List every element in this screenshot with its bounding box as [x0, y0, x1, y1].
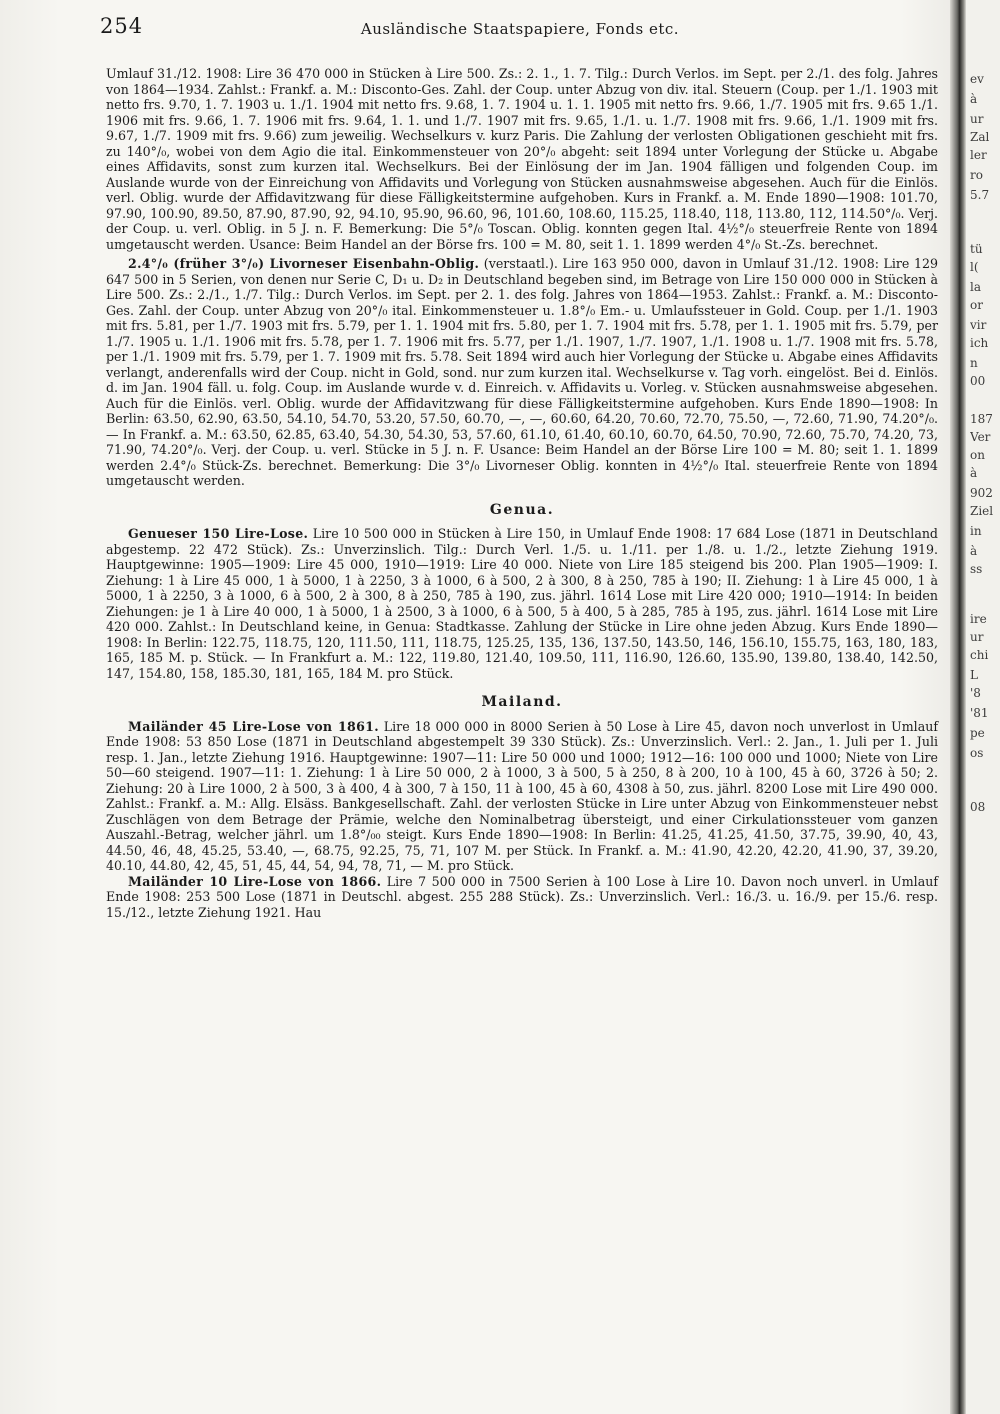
facing-page-fragment: 08	[970, 800, 986, 814]
facing-page-fragment: Zal	[970, 130, 990, 144]
facing-page-fragment: os	[970, 746, 984, 760]
paragraph-livorneser-bonds	[106, 256, 938, 489]
facing-page-edge	[966, 0, 1000, 1414]
facing-page-fragment: à	[970, 466, 978, 480]
section-heading-mailand: Mailand.	[481, 694, 563, 710]
entry-body-genueser: Lire 10 500 000 in Stücken à Lire 150, in Umlauf Ende 1908: 17 684 Lose (1871 in Deutschland abgestemp. 22 472 Stück). Zs.: Unverzinslich. Tilg.: Durch Verl. 1./5. u. 1./11. per 1./8. u. 1./2., letzte Ziehung 1919. Hauptgewinne: 1905—1909: Lire 45 000, 1910—1919: Lire 40 000. Niete von Lire 185 steigend bis 200. Plan 1905—1909: I. Ziehung: 1 à Lire 45 000, 1 à 5000, 1 à 2250, 3 à 1000, 6 à 500, 2 à 300, 8 à 250, 785 à 190; II. Ziehung: 1 à Lire 45 000, 1 à 5000, 1 à 2250, 3 à 1000, 6 à 500, 2 à 300, 8 à 250, 785 à 190, zus. jährl. 1614 Lose mit Lire 420 000; 1910—1914: In beiden Ziehungen: je 1 à Lire 40 000, 1 à 5000, 1 à 2500, 3 à 1000, 6 à 500, 5 à 400, 5 à 285, 785 à 195, zus. jährl. 1614 Lose mit Lire 420 000. Zahlst.: In Deutschland keine, in Genua: Stadtkasse. Zahlung der Stücke in Lire ohne jeden Abzug. Kurs Ende 1890—1908: In Berlin: 122.75, 118.75, 120, 111.50, 111, 118.75, 125.25, 135, 136, 137.50, 143.50, 146, 156.10, 155.75, 163, 180, 183, 165, 185 M. p. Stück. — In Frankfurt a. M.: 122, 119.80, 121.40, 109.50, 111, 116.90, 126.60, 135.90, 139.80, 138.40, 142.50, 147, 154.80, 158, 185.30, 181, 165, 184 M. pro Stück.	[106, 526, 938, 681]
entry-title-genueser: Genueser 150 Lire-Lose.	[128, 526, 309, 541]
paragraph-mailaender-45-lose	[106, 719, 938, 874]
facing-page-fragment: ur	[970, 112, 984, 126]
facing-page-fragment: Ver	[970, 430, 991, 444]
facing-page-fragment: '8	[970, 686, 981, 700]
facing-page-fragment: vir	[970, 318, 987, 332]
entry-title-mailaender-45: Mailänder 45 Lire-Lose von 1861.	[128, 718, 379, 734]
entry-title-livorneser: 2.4°/₀ (früher 3°/₀) Livorneser Eisenbahn-Oblig.	[128, 256, 480, 271]
facing-page-fragment: chi	[970, 648, 989, 662]
facing-page-fragment: in	[970, 524, 982, 538]
facing-page-fragment: 5.7	[970, 188, 990, 202]
facing-page-fragment: ro	[970, 168, 983, 182]
section-heading-genua: Genua.	[489, 501, 555, 518]
page-number: 254	[100, 14, 144, 38]
entry-body-livorneser: (verstaatl.). Lire 163 950 000, davon in Umlauf 31./12. 1908: Lire 129 647 500 in 5 Serien, von denen nur Serie C, D₁ u. D₂ in Deutschland begeben sind, im Betrage von Lire 150 000 000 in Stücken à Lire 500. Zs.: 2./1., 1./7. Tilg.: Durch Verlos. im Sept. per 2. 1. des folg. Jahres von 1864—1953. Zahlst.: Frankf. a. M.: Disconto-Ges. Zahl. der Coup. unter Abzug von 20°/₀ ital. Einkommensteuer u. 1.8°/₀ Em.- u. Umlaufssteuer in Gold. Coup. per 1./1. 1903 mit frs. 5.81, per 1./7. 1903 mit frs. 5.79, per 1. 1. 1904 mit frs. 5.80, per 1. 7. 1904 mit frs. 5.78, per 1. 1. 1905 mit frs. 5.79, per 1./7. 1905 u. 1./1. 1906 mit frs. 5.78, per 1. 7. 1906 mit frs. 5.77, per 1./1. 1907, 1./7. 1907, 1./1. 1908 u. 1./7. 1908 mit frs. 5.78, per 1./1. 1909 mit frs. 5.79, per 1. 7. 1909 mit frs. 5.78. Seit 1894 wird auch hier Vorlegung der Stücke u. Abgabe eines Affidavits verlangt, anderenfalls wird der Coup. nicht in Gold, sond. nur zum kurzen ital. Wechselkurse v. Tag vorh. eingelöst. Bei d. Einlös. d. im Jan. 1904 fäll. u. folg. Coup. im Auslande wurde v. d. Einreich. v. Affidavits u. Vorleg. v. Stücken ausnahmsweise abgesehen. Auch für die Einlös. verl. Oblig. wurde der Affidavitzwang für diese Fälligkeitstermine aufgehoben. Kurs Ende 1890—1908: In Berlin: 63.50, 62.90, 63.50, 54.10, 54.70, 53.20, 57.50, 60.70, —, —, 60.60, 64.20, 70.60, 72.70, 75.50, —, 72.60, 71.90, 74.20°/₀. — In Frankf. a. M.: 63.50, 62.85, 63.40, 54.30, 54.30, 53, 57.60, 61.10, 61.40, 60.10, 60.70, 64.50, 70.90, 72.60, 75.70, 74.20, 73, 71.90, 74.20°/₀. Verj. der Coup. u. verl. Stücke in 5 J. n. F. Usance: Beim Handel an der Börse Lire 100 = M. 80; seit 1. 1. 1899 werden 2.4°/₀ Stück-Zs. berechnet. Bemerkung: Die 3°/₀ Livorneser Oblig. konnten in 4½°/₀ Ital. steuerfreie Rente von 1894 umgetauscht werden.	[106, 256, 938, 488]
page-header	[100, 14, 940, 42]
paragraph-toscan-bonds: Umlauf 31./12. 1908: Lire 36 470 000 in Stücken à Lire 500. Zs.: 2. 1., 1. 7. Tilg.: Durch Verlos. im Sept. per 2./1. des folg. Jahres von 1864—1934. Zahlst.: Frankf. a. M.: Disconto-Ges. Zahl. der Coup. unter Abzug von div. ital. Steuern (Coup. per 1./1. 1903 mit netto frs. 9.70, 1. 7. 1903 u. 1./1. 1904 mit netto frs. 9.68, 1. 7. 1904 u. 1. 1. 1905 mit netto frs. 9.66, 1./7. 1905 mit frs. 9.65 1./1. 1906 mit frs. 9.66, 1. 7. 1906 mit frs. 9.64, 1. 1. und 1./7. 1907 mit frs. 9.65, 1./1. u. 1./7. 1908 mit frs. 9.66, 1./1. 1909 mit frs. 9.67, 1./7. 1909 mit frs. 9.66) zum jeweilig. Wechselkurs v. kurz Paris. Die Zahlung der verlosten Obligationen geschieht mit frs. zu 140°/₀, wobei von dem Agio die ital. Einkommensteuer von 20°/₀ abgeht: seit 1894 unter Vorlegung der Stücke u. Abgabe eines Affidavits, sonst zum kurzen ital. Wechselkurs. Bei der Einlösung der im Jan. 1904 fälligen und folgenden Coup. im Auslande wurde von der Einreichung von Affidavits und Vorlegung von Stücken ausnahmsweise abgesehen. Auch für die Einlös. verl. Oblig. wurde der Affidavitzwang für diese Fälligkeitstermine aufgehoben. Kurs in Frankf. a. M. Ende 1890—1908: 101.70, 97.90, 100.90, 89.50, 87.90, 87.90, 92, 94.10, 95.90, 96.60, 96, 101.60, 108.60, 115.25, 118.40, 118, 113.80, 112, 114.50°/₀. Verj. der Coup. u. verl. Oblig. in 5 J. n. F. Bemerkung: Die 5°/₀ Toscan. Oblig. konnten gegen Ital. 4½°/₀ steuerfreie Rente von 1894 umgetauscht werden. Usance: Beim Handel an der Börse frs. 100 = M. 80, seit 1. 1. 1899 werden 4°/₀ St.-Zs. berechnet.	[106, 66, 938, 252]
entry-body-mailaender-45: Lire 18 000 000 in 8000 Serien à 50 Lose à Lire 45, davon noch unverlost in Umlauf Ende 1908: 53 850 Lose (1871 in Deutschland abgestempelt 39 330 Stück). Zs.: Unverzinslich. Verl.: 2. Jan., 1. Juli per 1. Juli resp. 1. Jan., letzte Ziehung 1916. Hauptgewinne: 1907—11: Lire 50 000 und 1000; 1912—16: 100 000 und 1000; Niete von Lire 50—60 steigend. 1907—11: 1. Ziehung: 1 à Lire 50 000, 2 à 1000, 3 à 500, 5 à 250, 8 à 200, 10 à 100, 45 à 60, 3726 à 50; 2. Ziehung: 20 à Lire 1000, 2 à 500, 3 à 400, 4 à 300, 7 à 150, 11 à 100, 45 à 60, 4308 à 50, zus. jährl. 8200 Lose mit Lire 490 000. Zahlst.: Frankf. a. M.: Allg. Elsäss. Bankgesellschaft. Zahl. der verlosten Stücke in Lire unter Abzug von Einkommensteuer nebst Zuschlägen von dem Betrage der Prämie, welche den Nominalbetrag übersteigt, und einer Cirkulationssteuer vom ganzen Auszahl.-Betrag, welcher jährl. um 1.8°/₀₀ steigt. Kurs Ende 1890—1908: In Berlin: 41.25, 41.25, 41.50, 37.75, 39.90, 40, 43, 44.50, 46, 48, 45.25, 53.40, —, 68.75, 92.25, 75, 71, 107 M. per Stück. In Frankf. a. M.: 41.90, 42.20, 42.20, 41.90, 37, 39.20, 40.10, 44.80, 42, 45, 51, 45, 44, 54, 94, 78, 71, — M. pro Stück.	[106, 718, 938, 873]
facing-page-fragment: L	[970, 668, 978, 682]
text-column	[106, 66, 938, 920]
facing-page-fragment: à	[970, 544, 978, 558]
running-title: Ausländische Staatspapiere, Fonds etc.	[360, 20, 680, 38]
facing-page-fragment: ich	[970, 336, 989, 350]
paragraph-mailaender-10-lose	[106, 874, 938, 921]
facing-page-fragment: ur	[970, 630, 984, 644]
facing-page-fragment: '81	[970, 706, 989, 720]
paragraph-genueser-lose	[106, 526, 938, 681]
facing-page-fragment: à	[970, 92, 978, 106]
entry-body-mailaender-10: Lire 7 500 000 in 7500 Serien à 100 Lose à Lire 10. Davon noch unverl. in Umlauf Ende 1908: 253 500 Lose (1871 in Deutschl. abgest. 255 288 Stück). Zs.: Unverzinslich. Verl.: 16./3. u. 16./9. per 15./6. resp. 15./12., letzte Ziehung 1921. Hau	[106, 873, 938, 920]
facing-page-fragment: n	[970, 356, 978, 370]
facing-page-fragment: 902	[970, 486, 993, 500]
facing-page-fragment: 187	[970, 412, 993, 426]
facing-page-fragment: on	[970, 448, 985, 462]
book-gutter	[950, 0, 966, 1414]
facing-page-fragment: ev	[970, 72, 984, 86]
facing-page-fragment: ire	[970, 612, 987, 626]
facing-page-fragment: Ziel	[970, 504, 994, 518]
facing-page-fragment: ss	[970, 562, 983, 576]
facing-page-fragment: tü	[970, 242, 983, 256]
facing-page-fragment: pe	[970, 726, 985, 740]
facing-page-fragment: la	[970, 280, 981, 294]
entry-title-mailaender-10: Mailänder 10 Lire-Lose von 1866.	[128, 873, 382, 889]
facing-page-fragment: ler	[970, 148, 987, 162]
facing-page-fragment: l(	[970, 260, 979, 274]
facing-page-fragment: 00	[970, 374, 986, 388]
facing-page-fragment: or	[970, 298, 983, 312]
